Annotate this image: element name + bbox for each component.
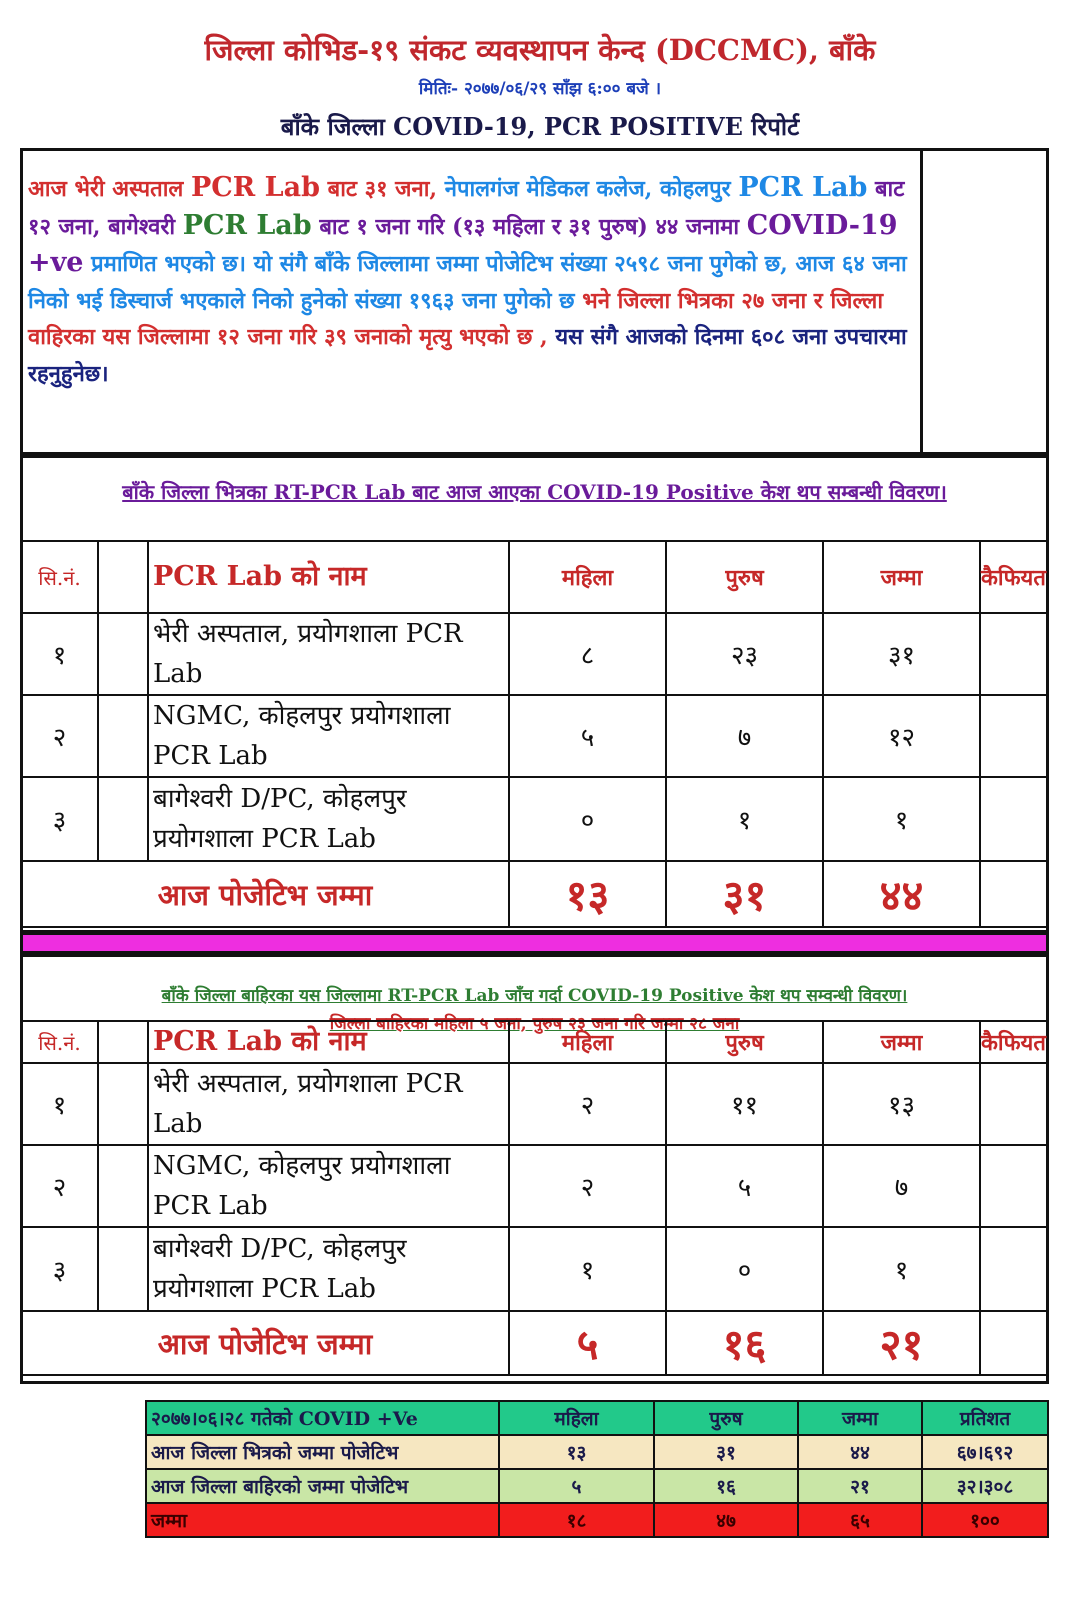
page-title: जिल्ला कोभिड-१९ संकट व्यवस्थापन केन्द (DCCMC), बाँके — [204, 33, 876, 67]
col-header-female: महिला — [509, 541, 666, 613]
row-sn: २ — [21, 695, 98, 777]
table-row — [21, 695, 1048, 777]
row-lab-name: भेरी अस्पताल, प्रयोगशाला PCR Lab — [148, 613, 509, 695]
section1-heading: बाँके जिल्ला भित्रका RT-PCR Lab बाट आज आएका COVID-19 Positive केश थप सम्बन्धी विवरण। — [122, 480, 947, 504]
blank-cell — [98, 613, 148, 695]
total-male: १६ — [666, 1311, 823, 1375]
section2-heading-text: बाँके जिल्ला बाहिरका यस जिल्लामा RT-PCR Lab जाँच गर्दा COVID-19 Positive केश थप सम्वन्धी विवरण। — [161, 986, 908, 1006]
summary-paragraph — [28, 170, 913, 392]
row-total: १२ — [823, 695, 980, 777]
totals-header-total: जम्मा — [798, 1401, 922, 1435]
row-lab-name: NGMC, कोहलपुर प्रयोगशाला PCR Lab — [148, 1145, 509, 1227]
col-header-name: PCR Lab को नाम — [148, 541, 509, 613]
table-row — [21, 1145, 1048, 1227]
table-row — [21, 777, 1048, 861]
section2-table — [20, 1020, 1049, 1376]
summary-text-part: बाट १ जना गरि (१३ महिला र ३१ पुरुष) ४४ जनामा — [311, 213, 747, 240]
blank-cell — [98, 1227, 148, 1311]
row-female: २ — [509, 1063, 666, 1145]
summary-text-part: PCR Lab — [182, 209, 312, 241]
col-header-total: जम्मा — [823, 1021, 980, 1063]
row-percent: १०० — [922, 1503, 1048, 1537]
table-header-row — [21, 1021, 1048, 1063]
totals-header-percent: प्रतिशत — [922, 1401, 1048, 1435]
summary-text-part: यस संगै आजको दिनमा ६०८ जना उपचारमा रहनुहुनेछ। — [28, 324, 907, 387]
table-header-row — [21, 541, 1048, 613]
total-total: २१ — [823, 1311, 980, 1375]
table-row — [21, 1227, 1048, 1311]
row-sn: ३ — [21, 1227, 98, 1311]
blank-cell — [98, 777, 148, 861]
total-remarks — [980, 861, 1048, 927]
summary-text-part: बाट १२ जना, बागेश्वरी — [28, 176, 905, 240]
totals-header-row — [146, 1401, 1048, 1435]
row-sn: २ — [21, 1145, 98, 1227]
col-header-sn: सि.नं. — [21, 1021, 98, 1063]
row-female: २ — [509, 1145, 666, 1227]
row-male: ११ — [666, 1063, 823, 1145]
row-lab-name: NGMC, कोहलपुर प्रयोगशाला PCR Lab — [148, 695, 509, 777]
col-header-female: महिला — [509, 1021, 666, 1063]
row-total: १ — [823, 777, 980, 861]
summary-text-part: PCR Lab — [738, 172, 868, 203]
row-lab-name: बागेश्वरी D/PC, कोहलपुर प्रयोगशाला PCR Lab — [148, 777, 509, 861]
summary-text-part: नेपालगंज मेडिकल कलेज, कोहलपुर — [444, 176, 739, 202]
row-remarks — [980, 1063, 1048, 1145]
blank-cell — [98, 1063, 148, 1145]
row-sn: १ — [21, 613, 98, 695]
row-total: ४४ — [798, 1435, 922, 1469]
report-subtitle: बाँके जिल्ला COVID-19, PCR POSITIVE रिपोर्ट — [280, 112, 800, 141]
total-female: ५ — [509, 1311, 666, 1375]
totals-header-label: २०७७।०६।२८ गतेको COVID +Ve — [146, 1401, 499, 1435]
report-date: मितिः- २०७७/०६/२९ साँझ ६:०० बजे । — [418, 79, 662, 99]
col-header-remarks: कैफियत — [980, 1021, 1048, 1063]
row-remarks — [980, 1227, 1048, 1311]
grand-total-row — [146, 1503, 1048, 1537]
total-male: ३१ — [666, 861, 823, 927]
col-header-remarks: कैफियत — [980, 541, 1048, 613]
total-female: १३ — [509, 861, 666, 927]
col-header-name: PCR Lab को नाम — [148, 1021, 509, 1063]
row-female: ५ — [509, 695, 666, 777]
col-header-male: पुरुष — [666, 1021, 823, 1063]
total-label: आज पोजेटिभ जम्मा — [21, 861, 509, 927]
row-remarks — [980, 1145, 1048, 1227]
row-female: १३ — [499, 1435, 654, 1469]
row-male: ५ — [666, 1145, 823, 1227]
table-row — [21, 613, 1048, 695]
table-row — [21, 1063, 1048, 1145]
total-row — [21, 1311, 1048, 1375]
row-remarks — [980, 695, 1048, 777]
col-header-sn: सि.नं. — [21, 541, 98, 613]
row-sn: १ — [21, 1063, 98, 1145]
row-total: ६५ — [798, 1503, 922, 1537]
row-total: ७ — [823, 1145, 980, 1227]
row-percent: ३२।३०८ — [922, 1469, 1048, 1503]
totals-table — [145, 1400, 1049, 1538]
summary-text-part: भने जिल्ला भित्रका २७ जना र जिल्ला वाहिरका यस जिल्लामा १२ जना गरि ३९ जनाको मृत्यु भएको छ , — [28, 287, 884, 350]
row-percent: ६७।६९२ — [922, 1435, 1048, 1469]
section1-table — [20, 540, 1049, 928]
section2-subheading: जिल्ला बाहिरका महिला ५ जना, पुरुष २३ जना गरि जम्मा २८ जना — [329, 1014, 740, 1034]
row-total: १ — [823, 1227, 980, 1311]
row-female: १८ — [499, 1503, 654, 1537]
row-male: ३१ — [654, 1435, 798, 1469]
col-header-total: जम्मा — [823, 541, 980, 613]
table-row — [146, 1469, 1048, 1503]
summary-text-part: बाट ३१ जना, — [319, 176, 445, 202]
row-female: ८ — [509, 613, 666, 695]
blank-cell — [98, 695, 148, 777]
table-row — [146, 1435, 1048, 1469]
row-male: १६ — [654, 1469, 798, 1503]
row-male: ० — [666, 1227, 823, 1311]
total-total: ४४ — [823, 861, 980, 927]
row-total: ३१ — [823, 613, 980, 695]
row-sn: ३ — [21, 777, 98, 861]
row-male: ४७ — [654, 1503, 798, 1537]
blank-cell — [98, 1021, 148, 1063]
totals-header-female: महिला — [499, 1401, 654, 1435]
blank-cell — [98, 1145, 148, 1227]
summary-text-part: COVID-19 +ve — [28, 209, 898, 278]
row-lab-name: बागेश्वरी D/PC, कोहलपुर प्रयोगशाला PCR Lab — [148, 1227, 509, 1311]
summary-divider — [920, 148, 923, 455]
col-header-male: पुरुष — [666, 541, 823, 613]
row-remarks — [980, 777, 1048, 861]
total-label: आज पोजेटिभ जम्मा — [21, 1311, 509, 1375]
row-male: १ — [666, 777, 823, 861]
total-row — [21, 861, 1048, 927]
row-total: २१ — [798, 1469, 922, 1503]
row-label: आज जिल्ला बाहिरको जम्मा पोजेटिभ — [146, 1469, 499, 1503]
row-female: १ — [509, 1227, 666, 1311]
row-female: ५ — [499, 1469, 654, 1503]
summary-text-part: प्रमाणित भएको छ। यो संगै बाँके जिल्लामा जम्मा पोजेटिभ संख्या २५९८ जना पुगेको छ, आज ६४ जना निको भई डिस्चार्ज भएकाले निको हुनेको संख्या १९६३ जना पुगेको छ — [28, 251, 907, 314]
row-female: ० — [509, 777, 666, 861]
summary-text-part: PCR Lab — [190, 172, 320, 203]
row-total: १३ — [823, 1063, 980, 1145]
row-male: ७ — [666, 695, 823, 777]
row-label: जम्मा — [146, 1503, 499, 1537]
summary-text-part: आज भेरी अस्पताल — [28, 176, 191, 202]
row-remarks — [980, 613, 1048, 695]
total-remarks — [980, 1311, 1048, 1375]
blank-cell — [98, 541, 148, 613]
totals-header-male: पुरुष — [654, 1401, 798, 1435]
row-lab-name: भेरी अस्पताल, प्रयोगशाला PCR Lab — [148, 1063, 509, 1145]
row-label: आज जिल्ला भित्रको जम्मा पोजेटिभ — [146, 1435, 499, 1469]
magenta-divider — [20, 932, 1049, 954]
row-male: २३ — [666, 613, 823, 695]
